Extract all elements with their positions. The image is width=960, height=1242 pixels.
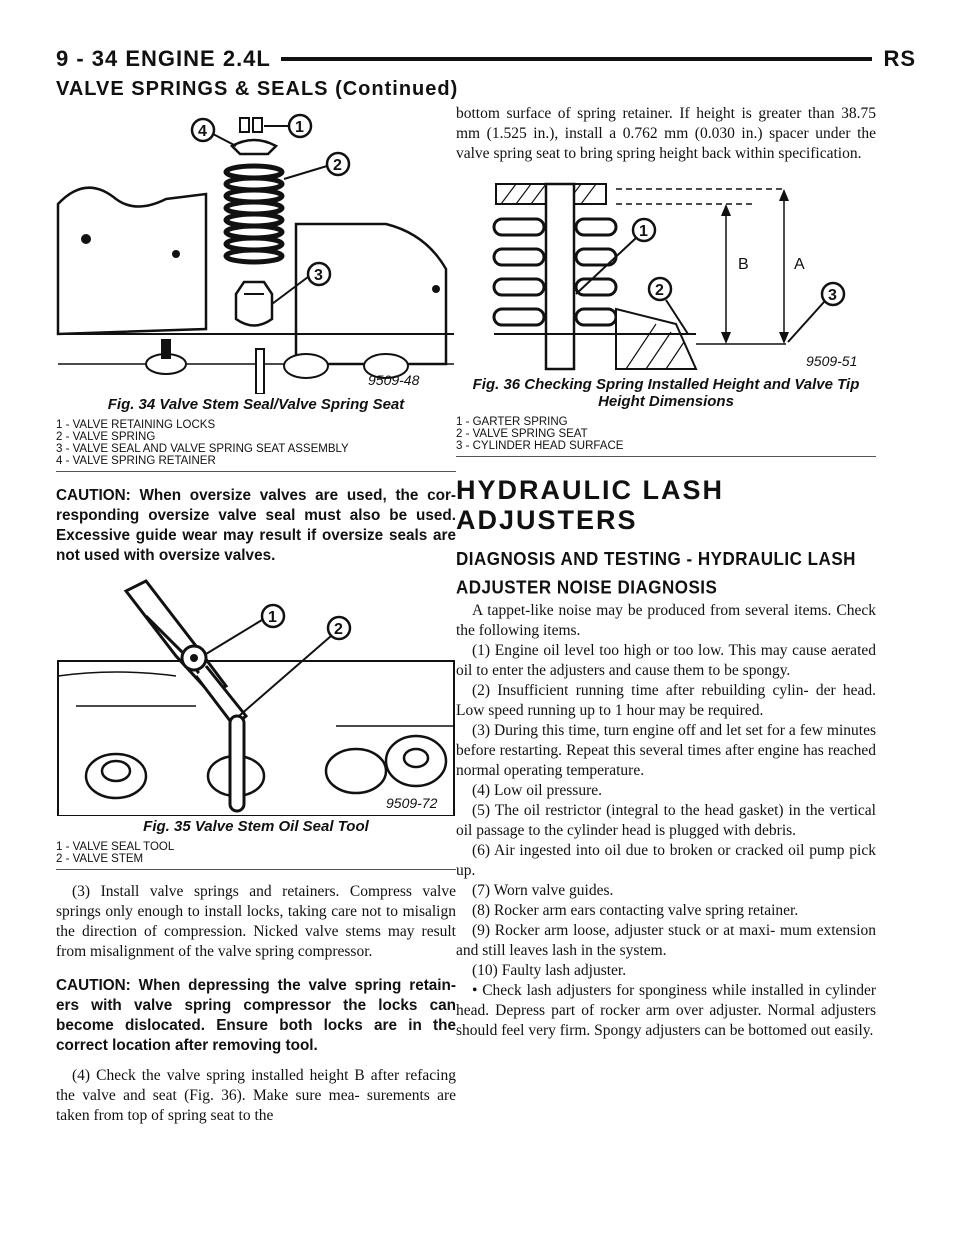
fig36-callout-1: 1 xyxy=(639,223,648,240)
section-continued-title: VALVE SPRINGS & SEALS (Continued) xyxy=(56,78,459,100)
subsection-heading: DIAGNOSIS AND TESTING - HYDRAULIC LASH ADJUSTER NOISE DIAGNOSIS xyxy=(456,548,856,598)
fig34-title: Fig. 34 Valve Stem Seal/Valve Spring Seat xyxy=(107,396,405,413)
figure-35-illustration xyxy=(56,576,456,816)
diagnosis-item: (5) The oil restrictor (integral to the head gasket) in the vertical oil passage to the cylinder head is plugged with debris. xyxy=(456,802,876,839)
fig34-legend-item: 3 - VALVE SEAL AND VALVE SPRING SEAT ASSEMBLY xyxy=(56,443,349,455)
fig36-legend-item: 1 - GARTER SPRING xyxy=(456,416,568,428)
diagnosis-item: (6) Air ingested into oil due to broken or cracked oil pump pick up. xyxy=(456,842,876,879)
page-number-title: 9 - 34 ENGINE 2.4L xyxy=(56,46,271,71)
right-column xyxy=(456,104,876,1041)
fig34-callout-4: 4 xyxy=(198,123,207,140)
fig36-code: 9509-51 xyxy=(806,353,858,369)
diagnosis-item: (3) During this time, turn engine off and let set for a few minutes before restarting. Repeat this several times after engine has reached normal operating temperature. xyxy=(456,722,876,779)
fig34-legend-item: 1 - VALVE RETAINING LOCKS xyxy=(56,419,216,431)
fig36-title: Fig. 36 Checking Spring Installed Height and Valve Tip Height Dimensions xyxy=(472,376,860,410)
left-column xyxy=(56,104,456,1126)
fig36-callout-3: 3 xyxy=(828,287,837,304)
figure-36 xyxy=(456,174,876,457)
figure-34-illustration xyxy=(56,104,456,394)
header-rule xyxy=(281,57,872,61)
fig35-callout-2: 2 xyxy=(334,621,343,638)
fig34-callout-3: 3 xyxy=(314,267,323,284)
fig34-legend xyxy=(56,419,456,472)
fig36-callout-2: 2 xyxy=(655,282,664,299)
fig35-code: 9509-72 xyxy=(386,795,438,811)
dimension-b: B xyxy=(738,256,749,273)
fig35-legend xyxy=(56,841,456,870)
section-heading: HYDRAULIC LASH ADJUSTERS xyxy=(456,475,724,535)
caution-oversize-valves: CAUTION: When oversize valves are used, the cor- responding oversize valve seal must also be used. Excessive guide wear may result if oversize seals are not used with oversize valves. xyxy=(56,487,456,564)
figure-36-illustration xyxy=(456,174,876,374)
fig34-legend-item: 4 - VALVE SPRING RETAINER xyxy=(56,455,216,467)
step-4-continued: bottom surface of spring retainer. If height is greater than 38.75 mm (1.525 in.), install a 0.762 mm (0.030 in.) spacer under the valve spring seat to bring spring height back within specification. xyxy=(456,105,876,162)
step-4-paragraph: (4) Check the valve spring installed height B after refacing the valve and seat (Fig. 36). Make sure mea- surements are taken from top of spring seat to the xyxy=(56,1067,456,1124)
diagnosis-item: (9) Rocker arm loose, adjuster stuck or at maxi- mum extension and still leaves lash in the system. xyxy=(456,922,876,959)
diagnosis-bullet: • Check lash adjusters for sponginess while installed in cylinder head. Depress part of rocker arm over adjuster. Normal adjusters should feel very firm. Spongy adjusters can be bottomed out easily. xyxy=(456,982,876,1039)
figure-34 xyxy=(56,104,456,472)
intro-paragraph: A tappet-like noise may be produced from several items. Check the following items. xyxy=(456,602,876,639)
fig35-callout-1: 1 xyxy=(268,609,277,626)
diagnosis-item: (10) Faulty lash adjuster. xyxy=(472,962,627,979)
fig34-legend-item: 2 - VALVE SPRING xyxy=(56,431,156,443)
diagnosis-item: (1) Engine oil level too high or too low. This may cause aerated oil to enter the adjusters and cause them to be spongy. xyxy=(456,642,876,679)
diagnosis-item: (4) Low oil pressure. xyxy=(472,782,602,799)
fig36-legend-item: 2 - VALVE SPRING SEAT xyxy=(456,428,588,440)
fig36-legend xyxy=(456,416,876,457)
diagnosis-item: (7) Worn valve guides. xyxy=(472,882,614,899)
fig34-code: 9509-48 xyxy=(368,372,420,388)
figure-35 xyxy=(56,576,456,870)
fig36-legend-item: 3 - CYLINDER HEAD SURFACE xyxy=(456,440,624,452)
step-3-paragraph: (3) Install valve springs and retainers. Compress valve springs only enough to install locks, taking care not to misalign the direction of compression. Nicked valve stems may result from misalignment of the valve spring compressor. xyxy=(56,883,456,960)
fig35-title: Fig. 35 Valve Stem Oil Seal Tool xyxy=(143,818,369,835)
page-header xyxy=(56,46,916,80)
diagnosis-item: (8) Rocker arm ears contacting valve spring retainer. xyxy=(472,902,799,919)
fig34-callout-2: 2 xyxy=(333,157,342,174)
vehicle-code: RS xyxy=(883,46,916,71)
diagnosis-item: (2) Insufficient running time after rebuilding cylin- der head. Low speed running up to 1 hour may be required. xyxy=(456,682,876,719)
dimension-a: A xyxy=(794,256,805,273)
fig35-legend-item: 1 - VALVE SEAL TOOL xyxy=(56,841,175,853)
fig35-legend-item: 2 - VALVE STEM xyxy=(56,853,144,865)
fig34-callout-1: 1 xyxy=(295,119,304,136)
caution-spring-retainers: CAUTION: When depressing the valve spring retain- ers with valve spring compressor the locks can become dislocated. Ensure both locks are in the correct location after removing tool. xyxy=(56,977,456,1054)
